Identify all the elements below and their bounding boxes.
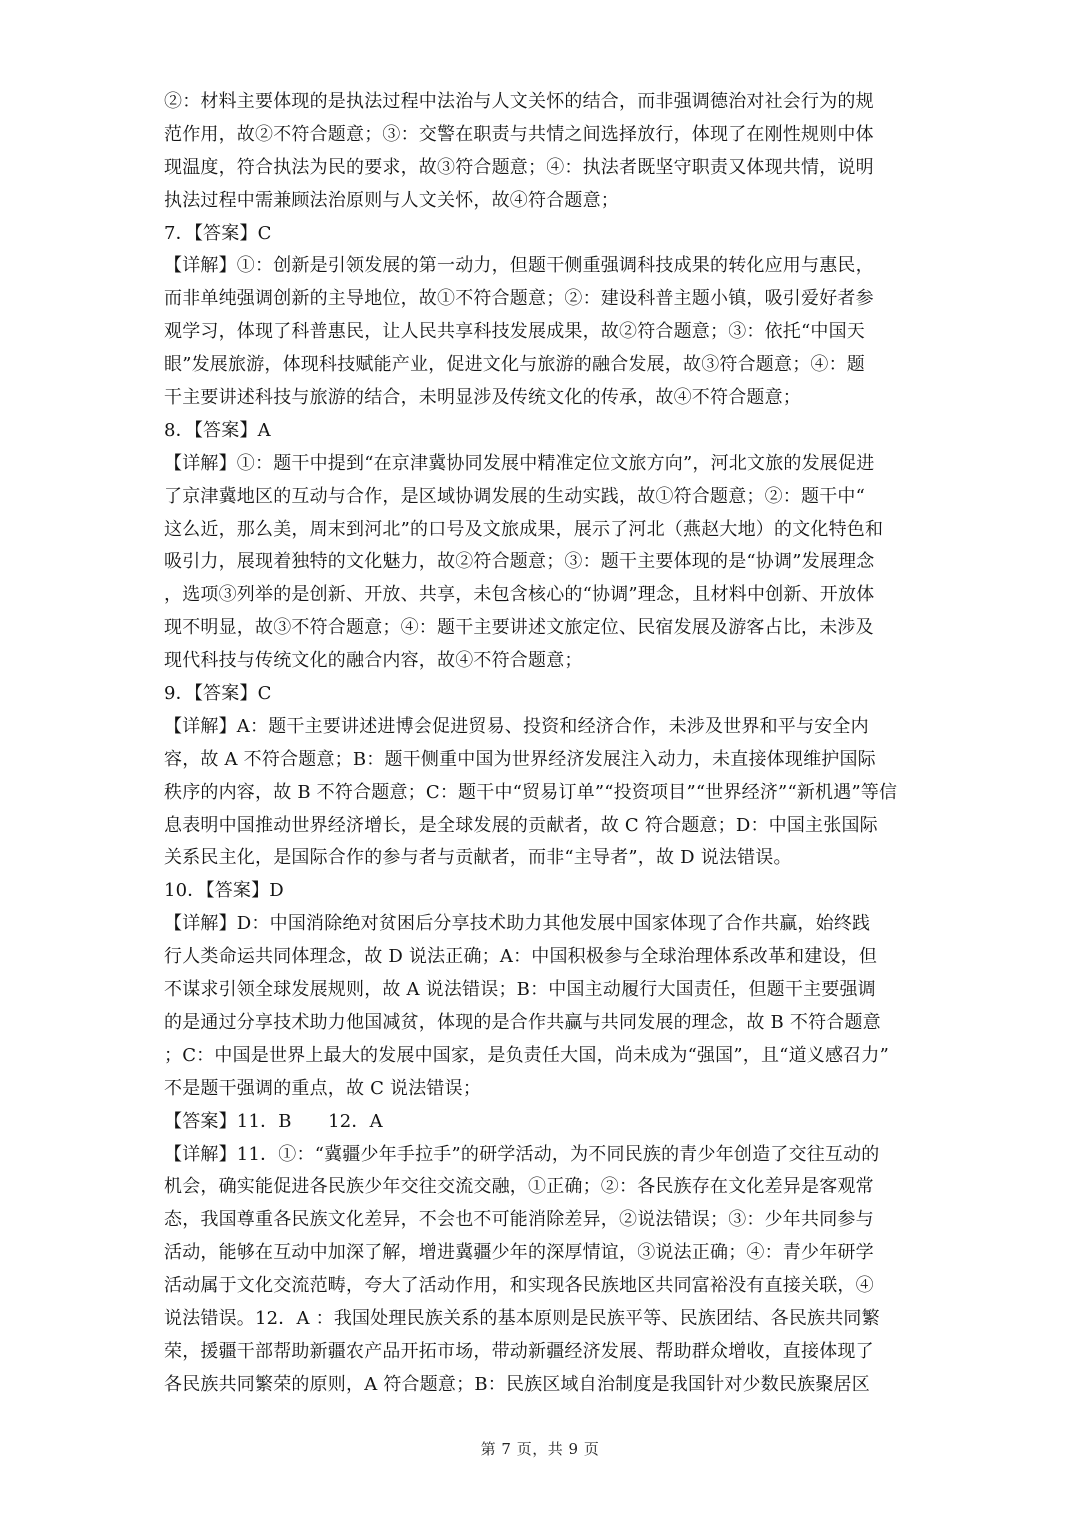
- text-line: 而非单纯强调创新的主导地位，故①不符合题意；②：建设科普主题小镇，吸引爱好者参: [164, 288, 874, 310]
- text-line: 执法过程中需兼顾法治原则与人文关怀，故④符合题意；: [164, 189, 619, 211]
- text-line: 【答案】11．B 12．A: [164, 1110, 383, 1132]
- text-line: 不谋求引领全球发展规则，故 A 说法错误；B：中国主动履行大国责任，但题干主要强调: [164, 979, 876, 1001]
- page-footer: 第 7 页，共 9 页: [480, 1440, 600, 1458]
- text-line: 秩序的内容，故 B 不符合题意；C：题干中“贸易订单”“投资项目”“世界经济”“新机遇”等信: [164, 781, 898, 803]
- text-line: 关系民主化，是国际合作的参与者与贡献者，而非“主导者”，故 D 说法错误。: [164, 847, 792, 869]
- text-line: 不是题干强调的重点，故 C 说法错误；: [164, 1077, 482, 1099]
- text-line: ，选项③列举的是创新、开放、共享，未包含核心的“协调”理念，且材料中创新、开放体: [164, 584, 875, 606]
- text-line: 【详解】11．①：“冀疆少年手拉手”的研学活动，为不同民族的青少年创造了交往互动的: [164, 1143, 880, 1165]
- text-line: 8．【答案】A: [164, 419, 271, 441]
- text-line: 干主要讲述科技与旅游的结合，未明显涉及传统文化的传承，故④不符合题意；: [164, 387, 801, 409]
- text-line: 【详解】①：题干中提到“在京津冀协同发展中精准定位文旅方向”，河北文旅的发展促进: [164, 452, 875, 474]
- text-line: 的是通过分享技术助力他国减贫，体现的是合作共赢与共同发展的理念，故 B 不符合题意: [164, 1011, 881, 1033]
- text-line: ；C：中国是世界上最大的发展中国家，是负责任大国，尚未成为“强国”，且“道义感召力”: [164, 1044, 889, 1066]
- text-line: 这么近，那么美，周末到河北”的口号及文旅成果，展示了河北（燕赵大地）的文化特色和: [164, 518, 884, 540]
- text-line: 现不明显，故③不符合题意；④：题干主要讲述文旅定位、民宿发展及游客占比，未涉及: [164, 617, 874, 639]
- text-line: 机会，确实能促进各民族少年交往交流交融，①正确；②：各民族存在文化差异是客观常: [164, 1176, 874, 1198]
- text-line: 10．【答案】D: [164, 880, 284, 902]
- text-line: 现温度，符合执法为民的要求，故③符合题意；④：执法者既坚守职责又体现共情，说明: [164, 156, 874, 178]
- text-line: 【详解】D：中国消除绝对贫困后分享技术助力其他发展中国家体现了合作共赢，始终践: [164, 913, 871, 935]
- text-line: 7．【答案】C: [164, 222, 272, 244]
- text-line: 荣，援疆干部帮助新疆农产品开拓市场，带动新疆经济发展、帮助群众增收，直接体现了: [164, 1340, 874, 1362]
- text-line: 范作用，故②不符合题意；③：交警在职责与共情之间选择放行，体现了在刚性规则中体: [164, 123, 874, 145]
- text-line: 行人类命运共同体理念，故 D 说法正确；A：中国积极参与全球治理体系改革和建设，但: [164, 946, 878, 968]
- document-body: [164, 86, 916, 1402]
- text-line: 了京津冀地区的互动与合作，是区域协调发展的生动实践，故①符合题意；②：题干中“: [164, 485, 865, 507]
- text-line: 现代科技与传统文化的融合内容，故④不符合题意；: [164, 650, 583, 672]
- text-line: 吸引力，展现着独特的文化魅力，故②符合题意；③：题干主要体现的是“协调”发展理念: [164, 551, 875, 573]
- text-line: 活动，能够在互动中加深了解，增进冀疆少年的深厚情谊，③说法正确；④：青少年研学: [164, 1242, 874, 1264]
- text-line: 【详解】A：题干主要讲述进博会促进贸易、投资和经济合作，未涉及世界和平与安全内: [164, 715, 869, 737]
- text-line: 态，我国尊重各民族文化差异，不会也不可能消除差异，②说法错误；③：少年共同参与: [164, 1209, 874, 1231]
- text-line: 9．【答案】C: [164, 683, 272, 705]
- text-line: 观学习，体现了科普惠民，让人民共享科技发展成果，故②符合题意；③：依托“中国天: [164, 321, 865, 343]
- text-line: 【详解】①：创新是引领发展的第一动力，但题干侧重强调科技成果的转化应用与惠民，: [164, 255, 874, 277]
- text-line: 容，故 A 不符合题意；B：题干侧重中国为世界经济发展注入动力，未直接体现维护国际: [164, 748, 876, 770]
- text-line: ②：材料主要体现的是执法过程中法治与人文关怀的结合，而非强调德治对社会行为的规: [164, 91, 874, 112]
- text-line: 各民族共同繁荣的原则，A 符合题意；B：民族区域自治制度是我国针对少数民族聚居区: [164, 1373, 870, 1395]
- text-line: 活动属于文化交流范畴，夸大了活动作用，和实现各民族地区共同富裕没有直接关联，④: [164, 1275, 874, 1297]
- text-line: 说法错误。12．A ：我国处理民族关系的基本原则是民族平等、民族团结、各民族共同繁: [164, 1307, 880, 1329]
- text-line: 眼”发展旅游，体现科技赋能产业，促进文化与旅游的融合发展，故③符合题意；④：题: [164, 354, 865, 376]
- text-line: 息表明中国推动世界经济增长，是全球发展的贡献者，故 C 符合题意；D：中国主张国际: [164, 814, 878, 836]
